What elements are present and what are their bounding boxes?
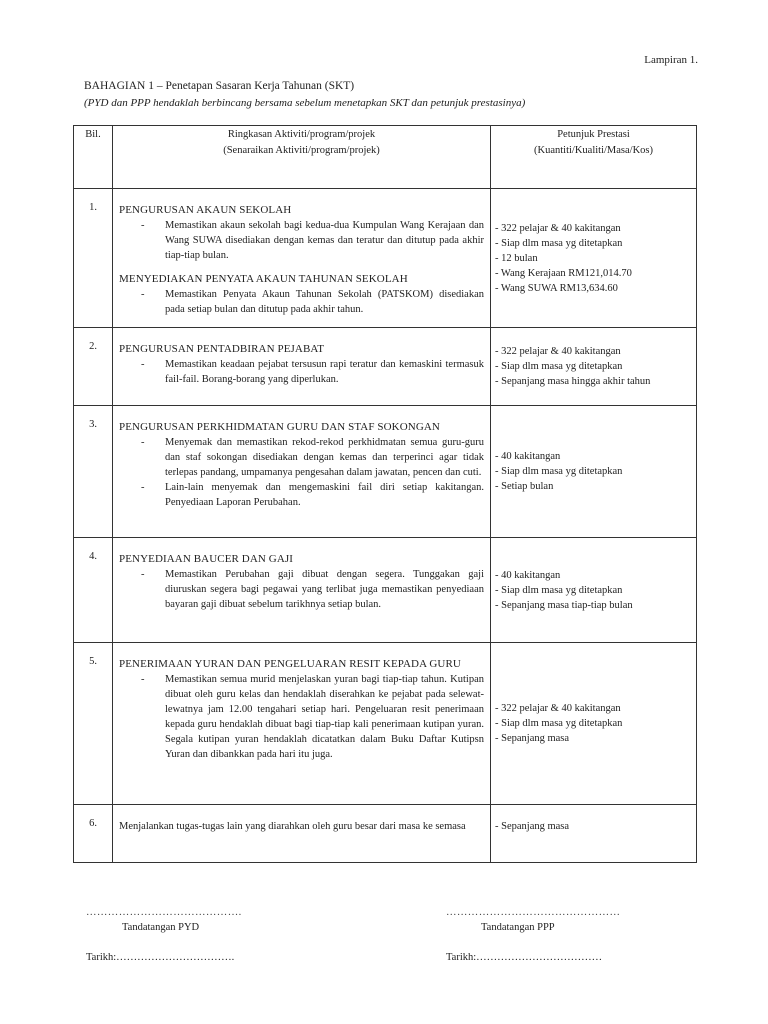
activity-item: - Memastikan akaun sekolah bagi kedua-dua Kumpulan Wang Kerajaan dan Wang SUWA disediakan dengan kemas dan teratur dan ditutup pada akhir tiap-tiap bulan.: [141, 220, 484, 261]
table-row: [74, 189, 697, 328]
activity-cell: [113, 406, 491, 538]
activity-text: Menjalankan tugas-tugas lain yang diarahkan oleh guru besar dari masa ke semasa: [119, 821, 466, 832]
activity-item: - Memastikan keadaan pejabat tersusun rapi teratur dan kemaskini termasuk fail-fail. Borang-borang yang diperlukan.: [141, 359, 484, 385]
activity-item: - Memastikan Penyata Akaun Tahunan Sekolah (PATSKOM) disediakan pada setiap bulan dan ditutup pada akhir tahun.: [141, 289, 484, 315]
indicator-cell: - 322 pelajar & 40 kakitangan - Siap dlm masa yg ditetapkan - Sepanjang masa hingga akhir tahun: [491, 328, 697, 406]
section-subheading: (PYD dan PPP hendaklah berbincang bersama sebelum menetapkan SKT dan petunjuk prestasinya): [84, 97, 526, 109]
table-row: [74, 805, 697, 863]
activity-item: - Menyemak dan memastikan rekod-rekod perkhidmatan semua guru-guru dan staf sokongan disediakan dengan kemas dan terperinci agar tidak terlepas pandang, umpamanya pengesahan dalam jawatan, pencen dan cuti.: [141, 437, 484, 478]
indicator-cell: - 322 pelajar & 40 kakitangan - Siap dlm masa yg ditetapkan - Sepanjang masa: [491, 643, 697, 805]
section-heading: BAHAGIAN 1 – Penetapan Sasaran Kerja Tahunan (SKT): [84, 80, 355, 92]
row-number: 3.: [74, 406, 113, 538]
header-activity: Ringkasan Aktiviti/program/projek (Senaraikan Aktiviti/program/projek): [113, 126, 491, 189]
activity-item: - Memastikan Perubahan gaji dibuat dengan segera. Tunggakan gaji diuruskan segera bagi pegawai yang terlibat juga memastikan penyediaan bayaran gaji dibuat sebelum tarikhnya setiap bulan.: [141, 569, 484, 610]
row-number: 5.: [74, 643, 113, 805]
pyd-signature-line: …………………………………….: [86, 907, 242, 918]
activity-item: - Lain-lain menyemak dan mengemaskini fail diri setiap kakitangan. Penyediaan Laporan Perubahan.: [141, 482, 484, 508]
activity-cell: [113, 805, 491, 863]
indicator-cell: - 322 pelajar & 40 kakitangan - Siap dlm masa yg ditetapkan - 12 bulan - Wang Kerajaan RM121,014.70 - Wang SUWA RM13,634.60: [491, 189, 697, 328]
activity-cell: [113, 538, 491, 643]
skt-table: [73, 125, 697, 863]
header-indicator: Petunjuk Prestasi (Kuantiti/Kualiti/Masa/Kos): [491, 126, 697, 189]
row-number: 2.: [74, 328, 113, 406]
table-header-row: [74, 126, 697, 189]
activity-item: - Memastikan semua murid menjelaskan yuran bagi tiap-tiap tahun. Kutipan dibuat oleh guru kelas dan hendaklah diserahkan ke pejabat pada selewat-lewatnya jam 12.00 tengahari setiap hari. Pengeluaran resit penerimaan kepada guru hendaklah dibuat bagi tiap-tiap kali penerimaan kutipan yuran. Segala kutipan yuran hendaklah dicatatkan dalam Buku Daftar Kutipsn Yuran dan dibankkan pada hari itu juga.: [141, 674, 484, 760]
header-bil: Bil.: [74, 126, 113, 189]
activity-title: PENERIMAAN YURAN DAN PENGELUARAN RESIT KEPADA GURU: [119, 658, 461, 670]
table-row: [74, 406, 697, 538]
pyd-date-line: Tarikh:…………………………….: [86, 952, 235, 963]
ppp-date-line: Tarikh:………………………………: [446, 952, 603, 963]
table-row: [74, 643, 697, 805]
table-row: [74, 328, 697, 406]
table-row: [74, 538, 697, 643]
activity-title: PENGURUSAN PENTADBIRAN PEJABAT: [119, 343, 325, 355]
row-number: 1.: [74, 189, 113, 328]
row-number: 4.: [74, 538, 113, 643]
indicator-cell: - 40 kakitangan - Siap dlm masa yg ditetapkan - Sepanjang masa tiap-tiap bulan: [491, 538, 697, 643]
pyd-signature-label: Tandatangan PYD: [122, 922, 200, 933]
appendix-label: Lampiran 1.: [644, 54, 698, 66]
activity-title: MENYEDIAKAN PENYATA AKAUN TAHUNAN SEKOLAH: [119, 273, 408, 285]
indicator-cell: - Sepanjang masa: [491, 805, 697, 863]
activity-cell: [113, 328, 491, 406]
activity-cell: [113, 643, 491, 805]
activity-title: PENYEDIAAN BAUCER DAN GAJI: [119, 553, 294, 565]
activity-title: PENGURUSAN PERKHIDMATAN GURU DAN STAF SOKONGAN: [119, 421, 440, 433]
ppp-signature-label: Tandatangan PPP: [481, 922, 555, 933]
activity-cell: [113, 189, 491, 328]
row-number: 6.: [74, 805, 113, 863]
activity-title: PENGURUSAN AKAUN SEKOLAH: [119, 204, 292, 216]
ppp-signature-line: …………………………………………: [446, 907, 621, 918]
indicator-cell: - 40 kakitangan - Siap dlm masa yg ditetapkan - Setiap bulan: [491, 406, 697, 538]
